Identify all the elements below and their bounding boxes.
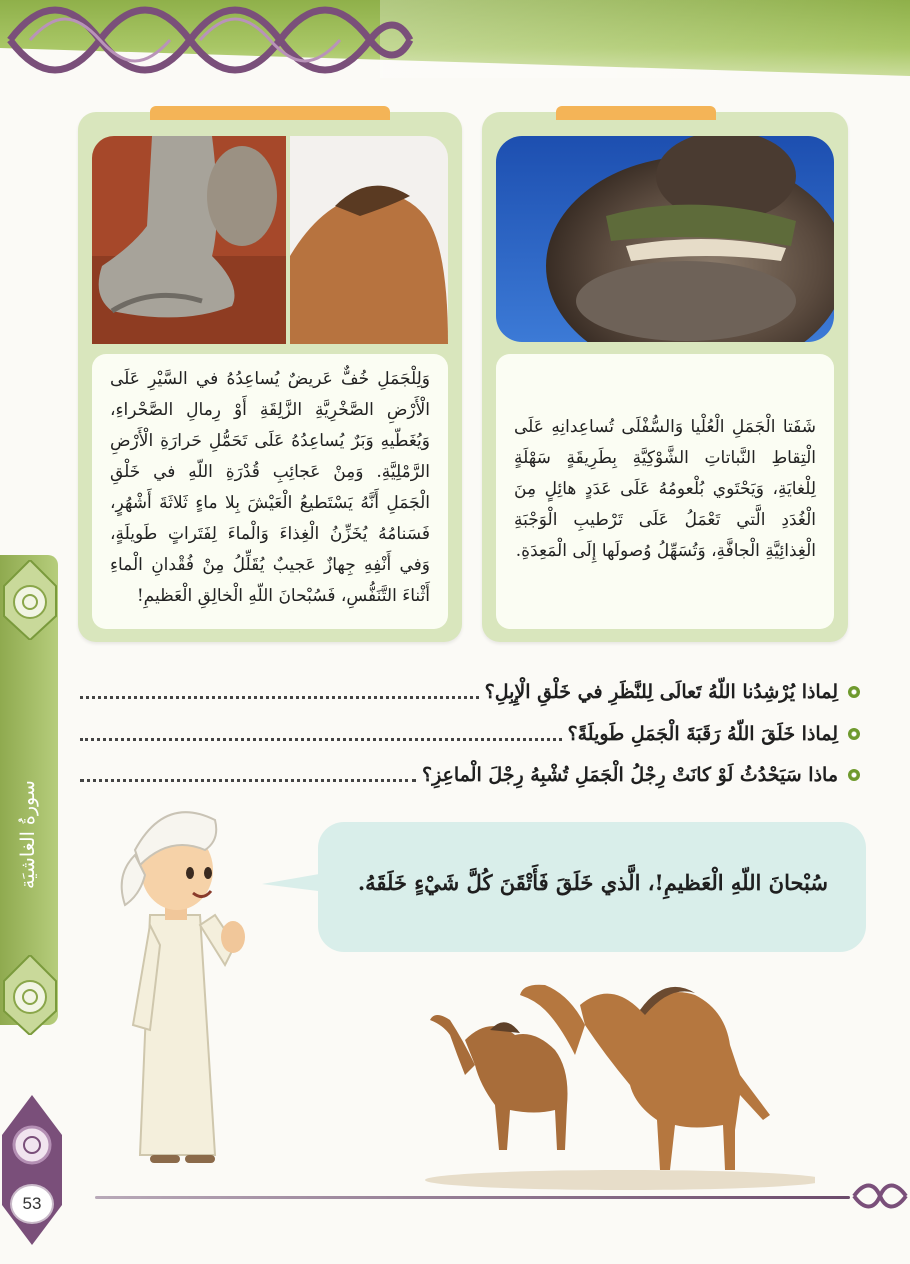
boy-illustration-icon: [105, 795, 265, 1175]
card-tab: [556, 106, 716, 120]
question-item: [80, 675, 860, 709]
camel-foot-photo: [92, 136, 286, 344]
camel-foot-illustration-icon: [92, 136, 286, 344]
question-item: [80, 717, 860, 751]
foot-hump-paragraph: وَلِلْجَمَلِ خُفٌّ عَريضٌ يُساعِدُهُ في السَّيْرِ عَلَى الْأَرْضِ الصَّخْرِيَّةِ الزَّلِقَةِ أَوْ رِمالِ الصَّحْراءِ، وَيُغَطّيهِ وَبَرٌ يُساعِدُهُ عَلَى تَحَمُّلِ حَرارَةِ الْأَرْضِ الرَّمْلِيَّةِ. وَمِنْ عَجائِبِ قُدْرَةِ اللّهِ في خَلْقِ الْجَمَلِ أَنَّهُ يَسْتَطيعُ الْعَيْشَ بِلا ماءٍ ثَلاثَةَ أَشْهُرٍ، فَسَنامُهُ يُخَزِّنُ الْغِذاءَ وَالْماءَ لِفَتَراتٍ طَويلَةٍ، وَفي أَنْفِهِ جِهازٌ عَجيبٌ يُقَلِّلُ مِنْ فُقْدانِ الْماءِ أَثْناءَ التَّنَفُّسِ، فَسُبْحانَ اللّهِ الْخالِقِ الْعَظيمِ!: [92, 354, 448, 629]
answer-line[interactable]: [80, 777, 416, 782]
bullet-icon: [848, 728, 860, 740]
camel-hump-photo: [290, 136, 448, 344]
bottom-divider: [95, 1196, 850, 1199]
header-band-highlight: [380, 0, 910, 78]
rosette-ornament-icon: [2, 560, 58, 640]
question-text: ماذا سَيَحْدُثُ لَوْ كانَتْ رِجْلُ الْجَمَلِ تُشْبِهُ رِجْلَ الْماعِزِ؟: [421, 764, 838, 786]
rosette-ornament-icon: [2, 955, 58, 1035]
question-item: [80, 758, 860, 792]
answer-line[interactable]: [80, 694, 479, 699]
card-tab: [150, 106, 390, 120]
question-text: لِماذا يُرْشِدُنا اللّهُ تَعالَى لِلنَّظَرِ في خَلْقِ الْإِبِلِ؟: [484, 681, 838, 703]
sidebar-chapter-title: سورةُ الغاشيَة: [17, 780, 39, 890]
lips-paragraph: شَفَتا الْجَمَلِ الْعُلْيا وَالسُّفْلَى تُساعِدانِهِ عَلَى الْتِقاطِ النَّباتاتِ الشَّوْكِيَّةِ بِطَرِيقَةٍ سَهْلَةٍ لِلْغايَةِ، وَيَحْتَوي بُلْعومُهُ عَلَى عَدَدٍ هائِلٍ مِنَ الْغُدَدِ الَّتي تَعْمَلُ عَلَى تَرْطيبِ الْوَجْبَةِ الْغِذائِيَّةِ الْجافَّةِ، وَتُسَهِّلُ وُصولَها إِلَى الْمَعِدَةِ.: [496, 354, 834, 629]
camel-hump-illustration-icon: [290, 136, 448, 344]
camel-lips-photo: [496, 136, 834, 342]
bullet-icon: [848, 686, 860, 698]
answer-line[interactable]: [80, 736, 562, 741]
camel-mouth-illustration-icon: [496, 136, 834, 342]
bullet-icon: [848, 769, 860, 781]
interlace-ornament-icon: [0, 0, 420, 80]
question-text: لِماذا خَلَقَ اللّهُ رَقَبَةَ الْجَمَلِ طَويلَةً؟: [567, 723, 838, 745]
page-number: 53: [10, 1184, 54, 1224]
camels-illustration-icon: [395, 955, 815, 1195]
interlace-ornament-icon: [850, 1178, 910, 1214]
speech-bubble-text: سُبْحانَ اللّهِ الْعَظيمِ!، الَّذي خَلَقَ فَأَتْقَنَ كُلَّ شَيْءٍ خَلَقَهُ.: [357, 869, 828, 895]
